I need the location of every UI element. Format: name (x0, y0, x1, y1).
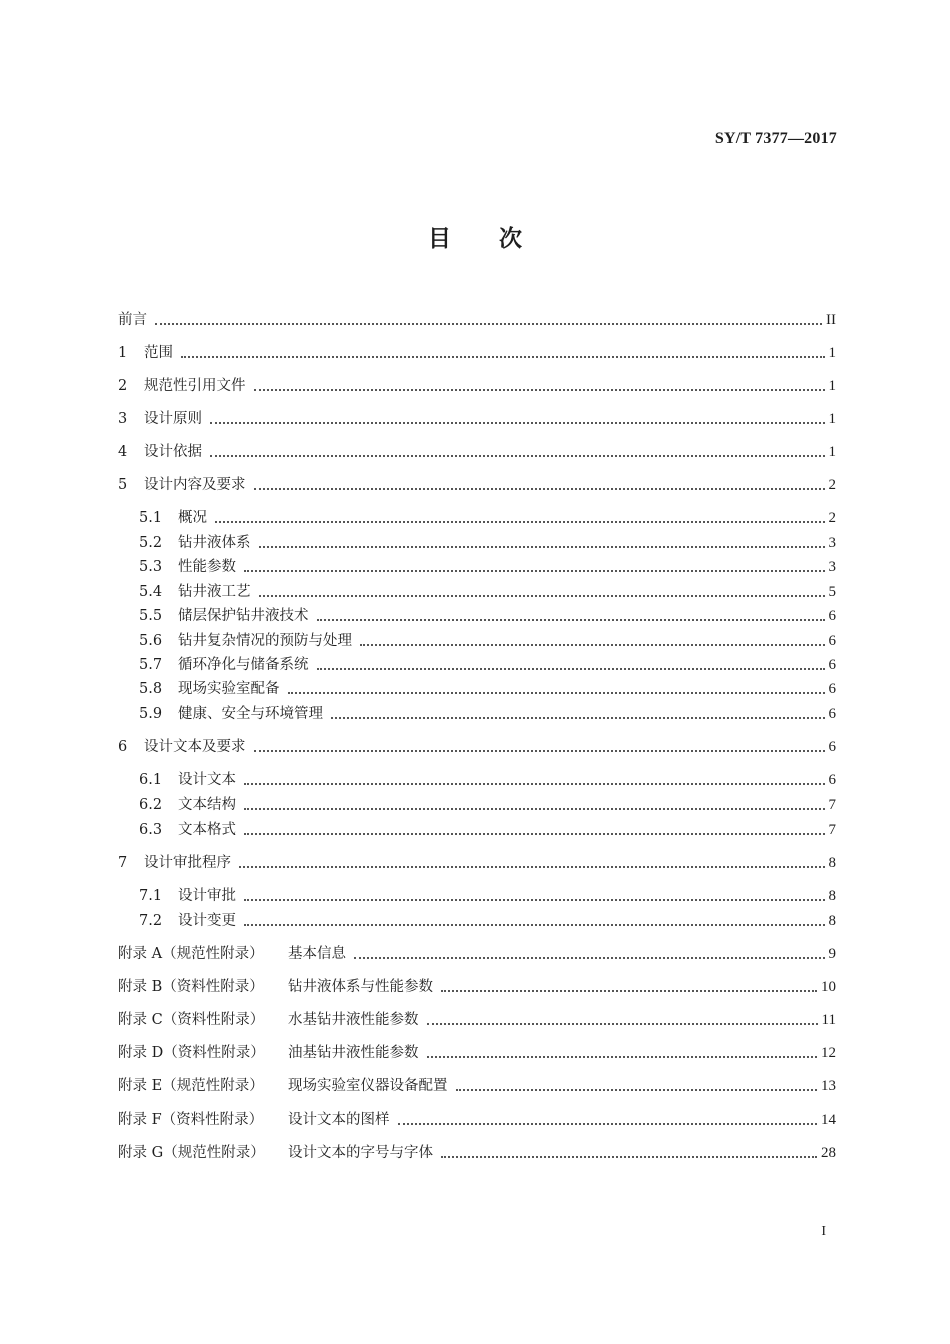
toc-entry-page: 1 (828, 411, 836, 427)
toc-entry-label: 健康、安全与环境管理 (178, 706, 323, 722)
toc-entry-label: 设计审批 (178, 888, 236, 904)
toc-entry-label: 设计文本的字号与字体 (288, 1145, 433, 1161)
toc-entry-page: 6 (828, 633, 836, 649)
toc-entry-label: 油基钻井液性能参数 (288, 1045, 419, 1061)
toc-entry-5-5[interactable] (139, 606, 836, 626)
toc-entry-number: 5.9 (139, 706, 163, 722)
toc-entry-number: 5 (118, 477, 128, 493)
toc-entry-4[interactable] (118, 442, 836, 462)
leader-dots (244, 832, 825, 835)
toc-entry-label: 钻井液工艺 (178, 584, 251, 600)
toc-entry-1[interactable] (118, 343, 836, 363)
toc-entry-number: 5.6 (139, 633, 163, 649)
toc-entry-page: 14 (821, 1112, 836, 1128)
toc-entry-number: 附录 E（规范性附录） (118, 1078, 264, 1094)
toc-title-left: 目 (428, 226, 451, 252)
toc-entry-number: 6.2 (139, 797, 163, 813)
toc-entry-number: 7.2 (139, 913, 163, 929)
toc-title (0, 220, 950, 253)
leader-dots (427, 1022, 818, 1025)
standard-code: SY/T 7377—2017 (714, 130, 837, 147)
leader-dots (441, 989, 817, 992)
toc-entry-label: 概况 (178, 510, 207, 526)
leader-dots (398, 1122, 818, 1125)
toc-entry-page: 7 (828, 797, 836, 813)
toc-entry-page: 2 (828, 510, 836, 526)
leader-dots (244, 569, 825, 572)
leader-dots (210, 454, 825, 457)
toc-entry-page: 3 (828, 535, 836, 551)
leader-dots (360, 643, 825, 646)
toc-entry-page: 5 (828, 584, 836, 600)
toc-entry-number: 4 (118, 444, 128, 460)
toc-entry-number: 5.8 (139, 681, 163, 697)
leader-dots (155, 322, 822, 325)
toc-entry-label: 设计文本及要求 (144, 739, 246, 755)
toc-entry-number: 5.2 (139, 535, 163, 551)
toc-entry-5-3[interactable] (139, 557, 836, 577)
toc-entry-page: 2 (828, 477, 836, 493)
toc-entry-5-1[interactable] (139, 508, 836, 528)
toc-entry-page: 1 (828, 345, 836, 361)
toc-entry-7-1[interactable] (139, 886, 836, 906)
toc-entry-number: 5.1 (139, 510, 163, 526)
toc-entry-number: 附录 A（规范性附录） (118, 946, 264, 962)
toc-entry-3[interactable] (118, 409, 836, 429)
toc-entry-page: 6 (828, 706, 836, 722)
toc-entry-appendix-c[interactable] (118, 1010, 836, 1030)
toc-entry-page: II (826, 312, 836, 328)
toc-entry-page: 13 (821, 1078, 836, 1094)
toc-entry-5-2[interactable] (139, 533, 836, 553)
toc-entry-appendix-e[interactable] (118, 1076, 836, 1096)
toc-entry-appendix-d[interactable] (118, 1043, 836, 1063)
toc-entry-number: 附录 D（资料性附录） (118, 1045, 265, 1061)
toc-entry-page: 6 (828, 772, 836, 788)
leader-dots (244, 923, 825, 926)
toc-entry-label: 钻井复杂情况的预防与处理 (178, 633, 352, 649)
leader-dots (210, 421, 825, 424)
toc-entry-label: 储层保护钻井液技术 (178, 608, 309, 624)
toc-entry-number: 2 (118, 378, 128, 394)
toc-entry-label: 设计文本的图样 (288, 1112, 390, 1128)
toc-entry-label: 钻井液体系与性能参数 (288, 979, 433, 995)
toc-entry-page: 8 (828, 888, 836, 904)
toc-entry-foreword[interactable] (118, 310, 836, 330)
toc-entry-number: 5.4 (139, 584, 163, 600)
toc-entry-label: 设计依据 (144, 444, 202, 460)
toc-entry-appendix-b[interactable] (118, 977, 836, 997)
toc-entry-2[interactable] (118, 376, 836, 396)
toc-entry-6-3[interactable] (139, 820, 836, 840)
toc-entry-number: 6.3 (139, 822, 163, 838)
toc-entry-page: 8 (828, 913, 836, 929)
toc-entry-5-6[interactable] (139, 631, 836, 651)
toc-entry-page: 8 (828, 855, 836, 871)
toc-entry-7[interactable] (118, 853, 836, 873)
leader-dots (317, 618, 825, 621)
leader-dots (244, 898, 825, 901)
leader-dots (317, 667, 825, 670)
leader-dots (254, 388, 825, 391)
toc-entry-page: 1 (828, 444, 836, 460)
toc-entry-number: 6 (118, 739, 128, 755)
toc-entry-5-4[interactable] (139, 582, 836, 602)
toc-entry-page: 10 (821, 979, 836, 995)
leader-dots (259, 594, 825, 597)
toc-entry-number: 1 (118, 345, 128, 361)
toc-entry-page: 12 (821, 1045, 836, 1061)
leader-dots (259, 545, 825, 548)
leader-dots (254, 487, 825, 490)
toc-entry-5-7[interactable] (139, 655, 836, 675)
toc-entry-number: 5.5 (139, 608, 163, 624)
toc-entry-6-1[interactable] (139, 770, 836, 790)
toc-entry-number: 3 (118, 411, 128, 427)
leader-dots (244, 782, 825, 785)
toc-entry-number: 附录 G（规范性附录） (118, 1145, 265, 1161)
toc-entry-page: 6 (828, 681, 836, 697)
toc-entry-appendix-g[interactable] (118, 1143, 836, 1163)
leader-dots (456, 1088, 818, 1091)
leader-dots (354, 956, 825, 959)
toc-entry-label: 现场实验室配备 (178, 681, 280, 697)
toc-entry-label: 设计审批程序 (144, 855, 231, 871)
toc-entry-5-9[interactable] (139, 704, 836, 724)
toc-entry-label: 设计文本 (178, 772, 236, 788)
toc-entry-page: 3 (828, 559, 836, 575)
toc-title-right: 次 (499, 226, 522, 252)
toc-entry-number: 7 (118, 855, 128, 871)
toc-entry-label: 设计变更 (178, 913, 236, 929)
leader-dots (427, 1055, 818, 1058)
leader-dots (254, 749, 825, 752)
toc-entry-5[interactable] (118, 475, 836, 495)
toc-entry-6[interactable] (118, 737, 836, 757)
toc-entry-page: 6 (828, 608, 836, 624)
toc-entry-label: 前言 (118, 312, 147, 328)
toc-entry-appendix-f[interactable] (118, 1110, 836, 1130)
toc-entry-label: 基本信息 (288, 946, 346, 962)
toc-entry-number: 5.7 (139, 657, 163, 673)
toc-entry-page: 6 (828, 657, 836, 673)
toc-entry-number: 附录 B（资料性附录） (118, 979, 264, 995)
leader-dots (239, 865, 825, 868)
toc-entry-7-2[interactable] (139, 911, 836, 931)
toc-entry-label: 循环净化与储备系统 (178, 657, 309, 673)
toc-entry-page: 7 (828, 822, 836, 838)
toc-entry-page: 9 (828, 946, 836, 962)
toc-entry-label: 文本格式 (178, 822, 236, 838)
toc-entry-number: 6.1 (139, 772, 163, 788)
toc-entry-number: 附录 F（资料性附录） (118, 1112, 264, 1128)
leader-dots (181, 355, 825, 358)
toc-entry-label: 范围 (144, 345, 173, 361)
toc-entry-label: 设计原则 (144, 411, 202, 427)
toc-entry-5-8[interactable] (139, 679, 836, 699)
toc-entry-number: 5.3 (139, 559, 163, 575)
toc-entry-label: 钻井液体系 (178, 535, 251, 551)
toc-entry-appendix-a[interactable] (118, 944, 836, 964)
toc-entry-page: 28 (821, 1145, 836, 1161)
toc-entry-page: 1 (828, 378, 836, 394)
leader-dots (441, 1155, 817, 1158)
toc-entry-label: 现场实验室仪器设备配置 (288, 1078, 448, 1094)
toc-entry-label: 性能参数 (178, 559, 236, 575)
toc-entry-number: 附录 C（资料性附录） (118, 1012, 265, 1028)
leader-dots (215, 520, 825, 523)
toc-entry-label: 文本结构 (178, 797, 236, 813)
leader-dots (331, 716, 825, 719)
leader-dots (288, 691, 825, 694)
toc-entry-6-2[interactable] (139, 795, 836, 815)
toc-entry-number: 7.1 (139, 888, 163, 904)
toc-entry-page: 6 (828, 739, 836, 755)
toc-entry-page: 11 (821, 1012, 836, 1028)
leader-dots (244, 807, 825, 810)
footer-page-number: I (821, 1224, 826, 1239)
toc-entry-label: 水基钻井液性能参数 (288, 1012, 419, 1028)
toc-entry-label: 规范性引用文件 (144, 378, 246, 394)
toc-entry-label: 设计内容及要求 (144, 477, 246, 493)
